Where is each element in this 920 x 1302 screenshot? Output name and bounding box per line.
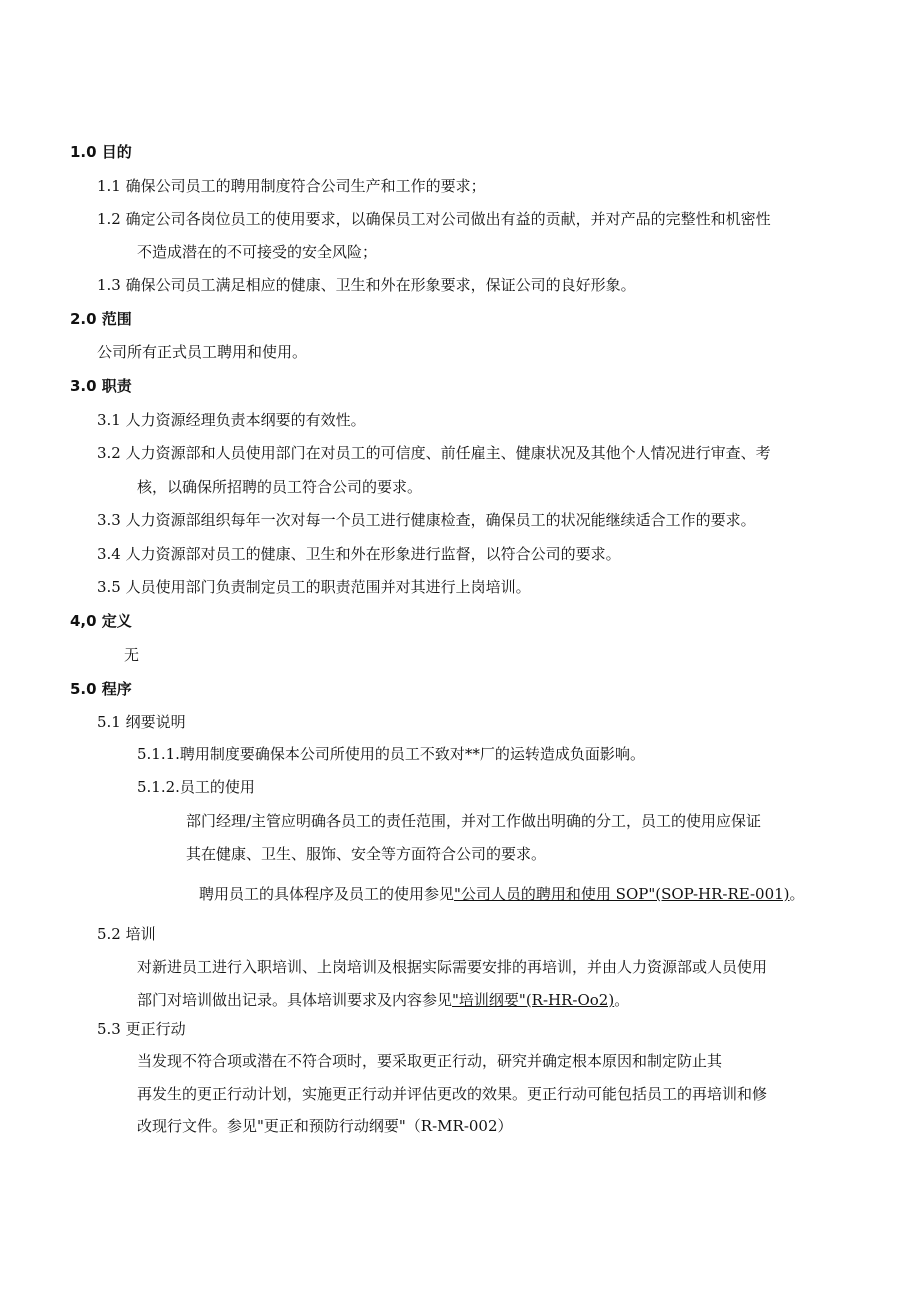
section-heading-definitions: 4,0 定义: [70, 612, 132, 630]
item-5-3-line2: 再发生的更正行动计划，实施更正行动并评估更改的效果。更正行动可能包括员工的再培训和修: [137, 1085, 768, 1103]
item-3-4: 3.4 人力资源部对员工的健康、卫生和外在形象进行监督，以符合公司的要求。: [97, 545, 621, 563]
item-1-3: 1.3 确保公司员工满足相应的健康、卫生和外在形象要求，保证公司的良好形象。: [97, 276, 636, 294]
item-5-3-line1: 当发现不符合项或潜在不符合项时，要采取更正行动，研究并确定根本原因和制定防止其: [137, 1052, 723, 1070]
item-5-2-line1: 对新进员工进行入职培训、上岗培训及根据实际需要安排的再培训，并由人力资源部或人员使用: [137, 958, 768, 976]
item-5-1-2-line1: 部门经理/主管应明确各员工的责任范围，并对工作做出明确的分工，员工的使用应保证: [186, 812, 762, 830]
item-1-2-cont: 不造成潜在的不可接受的安全风险；: [137, 243, 378, 261]
section-heading-responsibilities: 3.0 职责: [70, 377, 132, 395]
reference-prefix: 聘用员工的具体程序及员工的使用参见: [199, 885, 455, 903]
item-5-1-2-reference: [199, 885, 805, 903]
item-5-2-line2: [137, 991, 629, 1009]
definitions-text: 无: [124, 646, 140, 664]
item-3-2-cont: 核，以确保所招聘的员工符合公司的要求。: [137, 478, 423, 496]
item-5-3-title: 5.3 更正行动: [97, 1020, 186, 1038]
training-ref-suffix: 。: [614, 991, 630, 1009]
section-heading-purpose: 1.0 目的: [70, 143, 132, 161]
item-5-1-2-title: 5.1.2.员工的使用: [137, 778, 255, 796]
reference-suffix: 。: [789, 885, 805, 903]
item-5-1-1: 5.1.1.聘用制度要确保本公司所使用的员工不致对**厂的运转造成负面影响。: [137, 745, 645, 763]
item-5-1-2-line2: 其在健康、卫生、服饰、安全等方面符合公司的要求。: [186, 845, 547, 863]
item-3-2: 3.2 人力资源部和人员使用部门在对员工的可信度、前任雇主、健康状况及其他个人情况进行审查、考: [97, 444, 771, 462]
item-1-2: 1.2 确定公司各岗位员工的使用要求，以确保员工对公司做出有益的贡献，并对产品的完整性和机密性: [97, 210, 771, 228]
item-3-1: 3.1 人力资源经理负责本纲要的有效性。: [97, 411, 366, 429]
item-3-5: 3.5 人员使用部门负责制定员工的职责范围并对其进行上岗培训。: [97, 578, 531, 596]
sop-reference-link: "公司人员的聘用和使用 SOP"(SOP-HR-RE-001): [454, 885, 790, 903]
item-5-2-title: 5.2 培训: [97, 925, 156, 943]
section-heading-procedure: 5.0 程序: [70, 680, 132, 698]
training-ref-prefix: 部门对培训做出记录。具体培训要求及内容参见: [137, 991, 453, 1009]
section-heading-scope: 2.0 范围: [70, 310, 132, 328]
scope-text: 公司所有正式员工聘用和使用。: [97, 343, 308, 361]
item-5-3-line3: 改现行文件。参见"更正和预防行动纲要"（R-MR-002）: [137, 1117, 513, 1135]
item-3-3: 3.3 人力资源部组织每年一次对每一个员工进行健康检查，确保员工的状况能继续适合工作的要求。: [97, 511, 756, 529]
item-5-1-title: 5.1 纲要说明: [97, 713, 186, 731]
item-1-1: 1.1 确保公司员工的聘用制度符合公司生产和工作的要求；: [97, 177, 486, 195]
training-reference-link: "培训纲要"(R-HR-Oo2): [452, 991, 615, 1009]
